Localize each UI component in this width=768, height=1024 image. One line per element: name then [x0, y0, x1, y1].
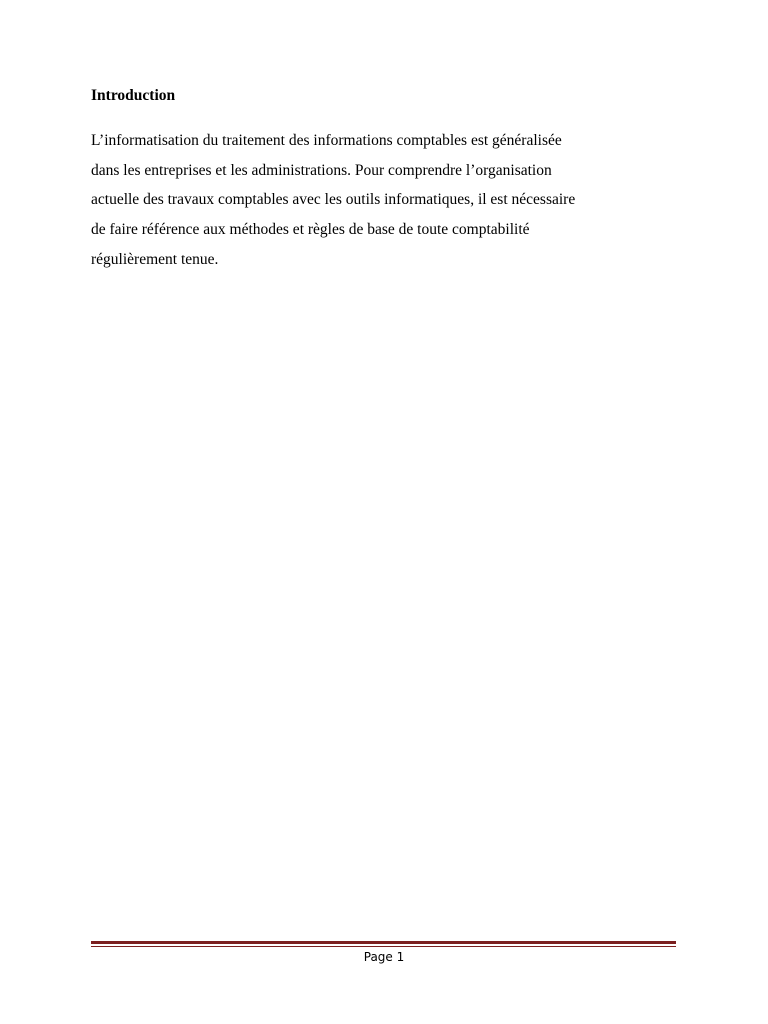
paragraph-line: régulièrement tenue.	[91, 250, 219, 268]
paragraph-line: L’informatisation du traitement des informations comptables est généralisée	[91, 132, 562, 149]
footer-divider-thick	[91, 941, 676, 944]
paragraph-line: de faire référence aux méthodes et règles de base de toute comptabilité	[91, 221, 530, 239]
introduction-paragraph	[91, 126, 691, 275]
paragraph-line: dans les entreprises et les administrations. Pour comprendre l’organisation	[91, 161, 552, 179]
footer-divider	[91, 941, 676, 947]
footer-divider-thin	[91, 946, 676, 947]
paragraph-line: actuelle des travaux comptables avec les outils informatiques, il est nécessaire	[91, 191, 576, 209]
page-number: Page 1	[363, 950, 405, 964]
section-heading: Introduction	[91, 87, 176, 104]
